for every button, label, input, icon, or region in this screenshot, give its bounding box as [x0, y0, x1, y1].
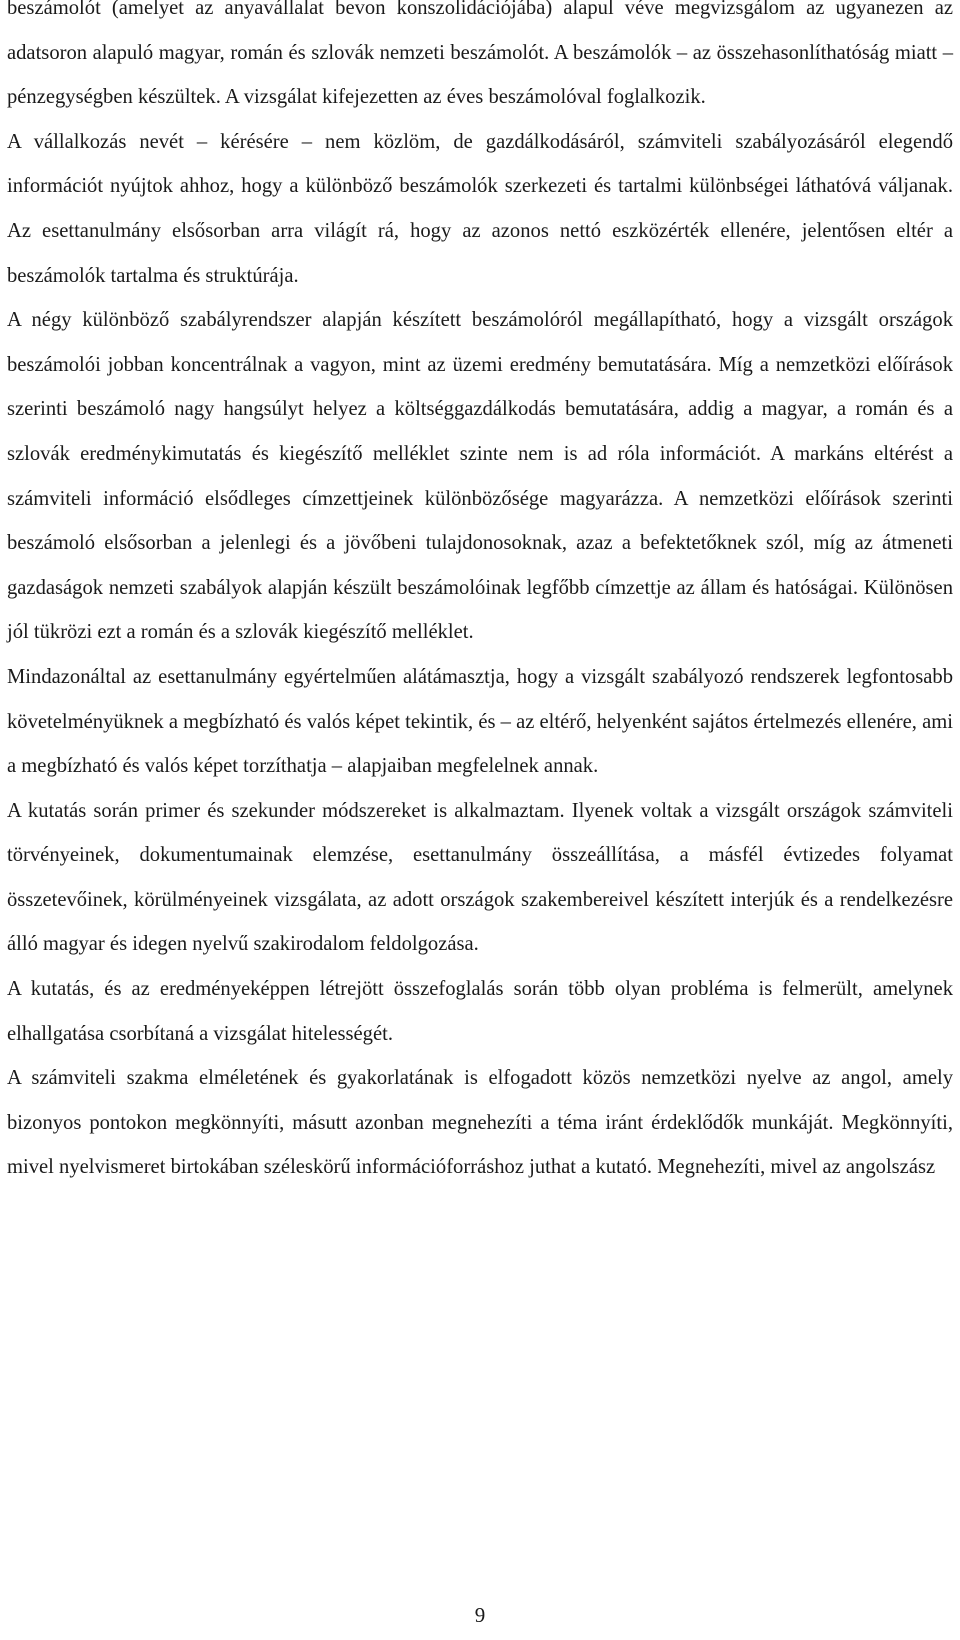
paragraph-6: A kutatás, és az eredményeképpen létrejött összefoglalás során több olyan probléma is felmerült, amelynek elhallgatása csorbítaná a vizsgálat hitelességét. [7, 978, 953, 1045]
paragraph-7: A számviteli szakma elméletének és gyakorlatának is elfogadott közös nemzetközi nyelve az angol, amely bizonyos pontokon megkönnyíti, másutt azonban megnehezíti a téma iránt érdeklődők munkáját. Megkönnyíti, mivel nyelvismeret birtokában széleskörű információforráshoz juthat a kutató. Megnehezíti, mivel az angolszász [7, 1067, 953, 1179]
paragraph-3: A négy különböző szabályrendszer alapján készített beszámolóról megállapítható, hogy a vizsgált országok beszámolói jobban koncentrálnak a vagyon, mint az üzemi eredmény bemutatására. Míg a nemzetközi előírások szerinti beszámoló nagy hangsúlyt helyez a költséggazdálkodás bemutatására, addig a magyar, a román és a szlovák eredménykimutatás és kiegészítő melléklet szinte nem is ad róla információt. A markáns eltérést a számviteli információ elsődleges címzettjeinek különbözősége magyarázza. A nemzetközi előírások szerinti beszámoló elsősorban a jelenlegi és a jövőbeni tulajdonosoknak, azaz a befektetőknek szól, míg az átmeneti gazdaságok nemzeti szabályok alapján készült beszámolóinak legfőbb címzettje az állam és hatóságai. Különösen jól tükrözi ezt a román és a szlovák kiegészítő melléklet. [7, 309, 953, 644]
paragraph-4: Mindazonáltal az esettanulmány egyértelműen alátámasztja, hogy a vizsgált szabályozó rendszerek legfontosabb követelményüknek a megbízható és valós képet tekintik, és – az eltérő, helyenként sajátos értelmezés ellenére, ami a megbízható és valós képet torzíthatja – alapjaiban megfelelnek annak. [7, 665, 953, 778]
paragraph-1: beszámolót (amelyet az anyavállalat bevon konszolidációjába) alapul véve megvizsgálom az ugyanezen az adatsoron alapuló magyar, román és szlovák nemzeti beszámolót. A beszámolók – az összehasonlíthatóság miatt – pénzegységben készültek. A vizsgálat kifejezetten az éves beszámolóval foglalkozik. [7, 0, 953, 109]
paragraph-2: A vállalkozás nevét – kérésére – nem közlöm, de gazdálkodásáról, számviteli szabályozásáról elegendő információt nyújtok ahhoz, hogy a különböző beszámolók szerkezeti és tartalmi különbségei láthatóvá váljanak. Az esettanulmány elsősorban arra világít rá, hogy az azonos nettó eszközérték ellenére, jelentősen eltér a beszámolók tartalma és struktúrája. [7, 130, 953, 287]
document-page [7, 0, 953, 1190]
paragraph-5: A kutatás során primer és szekunder módszereket is alkalmaztam. Ilyenek voltak a vizsgált országok számviteli törvényeinek, dokumentumainak elemzése, esettanulmány összeállítása, a másfél évtizedes folyamat összetevőinek, körülményeinek vizsgálata, az adott országok szakembereivel készített interjúk és a rendelkezésre álló magyar és idegen nyelvű szakirodalom feldolgozása. [7, 799, 953, 956]
page-number: 9 [474, 1603, 486, 1627]
